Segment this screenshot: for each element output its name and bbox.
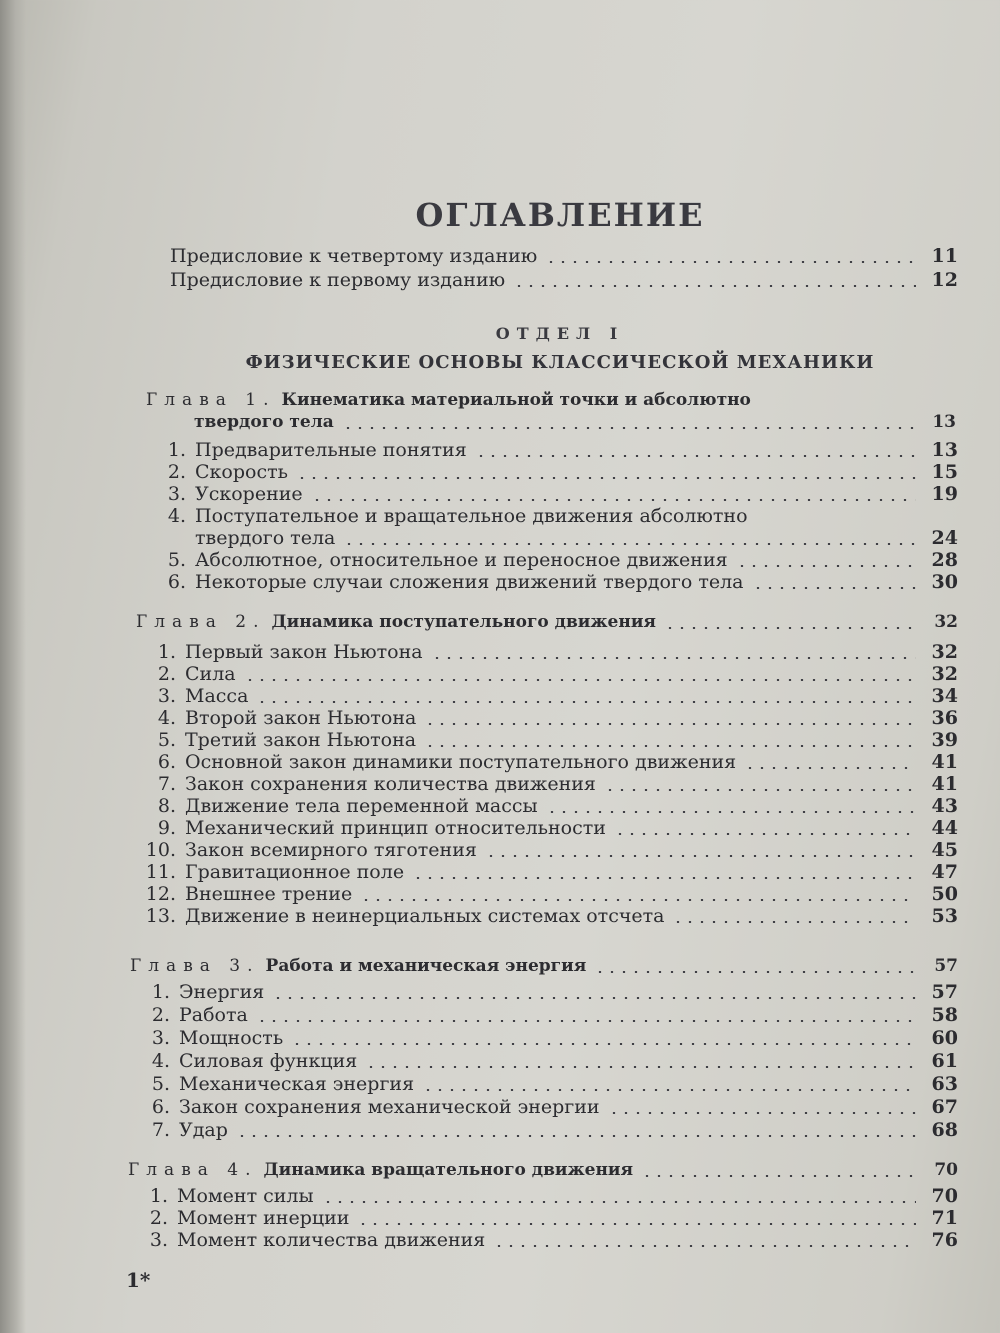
toc-entry-number: 5.: [151, 1073, 170, 1095]
toc-entry-number: 1.: [151, 981, 170, 1003]
toc-entry[interactable]: [140, 686, 958, 706]
dot-leader: [424, 745, 916, 747]
chapter-title: Динамика вращательного движения: [263, 1160, 634, 1180]
dot-leader: [493, 1245, 916, 1247]
toc-page-number: 32: [931, 663, 958, 685]
dot-leader: [431, 657, 916, 659]
toc-entry-text: Поступательное и вращательное движения абсолютно: [195, 505, 748, 527]
toc-entry-preface-4[interactable]: [170, 246, 958, 266]
toc-entry-text: Работа: [179, 1004, 248, 1026]
dot-leader: [360, 899, 916, 901]
dot-leader: [641, 1175, 916, 1177]
toc-entry-text: Закон сохранения механической энергии: [179, 1096, 600, 1118]
toc-entry-number: 4.: [157, 707, 176, 729]
dot-leader: [546, 811, 916, 813]
toc-entry[interactable]: [150, 550, 958, 570]
toc-entry-number: 5.: [167, 549, 186, 571]
toc-entry-text: Удар: [179, 1119, 228, 1141]
toc-page-number: 68: [931, 1119, 958, 1141]
dot-leader: [752, 587, 916, 589]
toc-entry-number: 13.: [145, 905, 176, 927]
chapter-2-heading[interactable]: [136, 612, 958, 632]
dot-leader: [357, 1223, 916, 1225]
toc-page-number: 32: [931, 641, 958, 663]
chapter-3-heading[interactable]: [130, 956, 958, 976]
toc-page-number: 60: [931, 1027, 958, 1049]
toc-page-number: 47: [931, 861, 958, 883]
dot-leader: [424, 723, 916, 725]
dot-leader: [736, 565, 916, 567]
chapter-1-heading[interactable]: [146, 390, 950, 410]
dot-leader: [485, 855, 916, 857]
toc-page-number: 76: [931, 1229, 958, 1251]
toc-entry-text: Масса: [185, 685, 249, 707]
toc-page-number: 32: [934, 612, 958, 632]
toc-entry-text: Силовая функция: [179, 1050, 358, 1072]
dot-leader: [608, 1112, 916, 1114]
toc-entry[interactable]: [134, 982, 958, 1002]
toc-entry[interactable]: [150, 440, 958, 460]
toc-entry[interactable]: [134, 1074, 958, 1094]
signature-mark: 1*: [126, 1268, 151, 1292]
toc-entry-text: Предварительные понятия: [195, 439, 467, 461]
toc-entry[interactable]: [140, 796, 958, 816]
toc-entry-text: Механическая энергия: [179, 1073, 415, 1095]
toc-page-number: 63: [931, 1073, 958, 1095]
toc-entry[interactable]: [150, 572, 958, 592]
chapter-title-cont: твердого тела: [194, 412, 334, 432]
toc-page-number: 13: [931, 439, 958, 461]
toc-entry[interactable]: [140, 818, 958, 838]
toc-entry-text: Момент количества движения: [177, 1229, 486, 1251]
toc-page-number: 15: [931, 461, 958, 483]
toc-entry-number: 3.: [167, 483, 186, 505]
toc-entry-number: 3.: [157, 685, 176, 707]
toc-entry-text: Третий закон Ньютона: [185, 729, 417, 751]
dot-leader: [412, 877, 916, 879]
toc-entry-number: 11.: [145, 861, 176, 883]
toc-entry-text: Ускорение: [195, 483, 303, 505]
dot-leader: [236, 1135, 916, 1137]
toc-entry[interactable]: [132, 1208, 958, 1228]
toc-page-number: 34: [931, 685, 958, 707]
toc-entry-text: Второй закон Ньютона: [185, 707, 417, 729]
toc-entry[interactable]: [140, 708, 958, 728]
toc-entry[interactable]: [140, 730, 958, 750]
toc-entry-text: Гравитационное поле: [185, 861, 405, 883]
toc-page-number: 39: [931, 729, 958, 751]
toc-page-number: 70: [931, 1185, 958, 1207]
dot-leader: [664, 627, 916, 629]
toc-entry[interactable]: [134, 1051, 958, 1071]
toc-page-number: 50: [931, 883, 958, 905]
toc-page-number: 12: [931, 269, 958, 291]
dot-leader: [343, 543, 916, 545]
toc-page-number: 30: [931, 571, 958, 593]
toc-entry[interactable]: [150, 484, 958, 504]
toc-entry-number: 12.: [145, 883, 176, 905]
toc-page-number: 43: [931, 795, 958, 817]
toc-entry-text: Внешнее трение: [185, 883, 353, 905]
toc-entry-text: Движение в неинерциальных системах отсчета: [185, 905, 665, 927]
toc-entry-text: Движение тела переменной массы: [185, 795, 538, 817]
toc-page-number: 58: [931, 1004, 958, 1026]
dot-leader: [256, 1020, 916, 1022]
toc-page-number: 71: [931, 1207, 958, 1229]
toc-entry-text: Механический принцип относительности: [185, 817, 606, 839]
toc-entry-text: Закон всемирного тяготения: [185, 839, 477, 861]
chapter-title: Кинематика материальной точки и абсолютно: [281, 390, 751, 410]
toc-entry[interactable]: [140, 840, 958, 860]
toc-entry-text: Первый закон Ньютона: [185, 641, 423, 663]
toc-entry-number: 8.: [157, 795, 176, 817]
toc-entry-text: Основной закон динамики поступательного движения: [185, 751, 737, 773]
toc-entry-number: 5.: [157, 729, 176, 751]
toc-entry-number: 1.: [157, 641, 176, 663]
toc-page-number: 11: [931, 245, 958, 267]
toc-entry[interactable]: [140, 664, 958, 684]
dot-leader: [311, 499, 916, 501]
dot-leader: [322, 1201, 916, 1203]
section-title: ФИЗИЧЕСКИЕ ОСНОВЫ КЛАССИЧЕСКОЙ МЕХАНИКИ: [245, 352, 875, 373]
toc-entry-text: Скорость: [195, 461, 288, 483]
toc-entry-number: 2.: [151, 1004, 170, 1026]
toc-entry[interactable]: [140, 884, 958, 904]
toc-entry-text: Некоторые случаи сложения движений твердого тела: [195, 571, 744, 593]
dot-leader: [291, 1043, 916, 1045]
chapter-1-heading-line2: [194, 412, 956, 432]
toc-entry-number: 4.: [167, 505, 186, 527]
dot-leader: [244, 679, 916, 681]
toc-entry-number: 2.: [149, 1207, 168, 1229]
toc-entry-number: 1.: [149, 1185, 168, 1207]
dot-leader: [365, 1066, 916, 1068]
toc-entry-text: Закон сохранения количества движения: [185, 773, 596, 795]
dot-leader: [272, 997, 916, 999]
dot-leader: [513, 285, 916, 287]
dot-leader: [342, 427, 914, 429]
toc-entry-text: Момент инерции: [177, 1207, 350, 1229]
toc-entry-number: 6.: [167, 571, 186, 593]
toc-entry-cont: [195, 528, 958, 548]
toc-entry[interactable]: [134, 1097, 958, 1117]
toc-page-number: 41: [931, 773, 958, 795]
toc-entry[interactable]: [140, 906, 958, 926]
toc-entry-number: 3.: [151, 1027, 170, 1049]
chapter-label: Глава 1.: [146, 390, 276, 410]
dot-leader: [422, 1089, 916, 1091]
toc-entry-number: 6.: [151, 1096, 170, 1118]
dot-leader: [672, 921, 916, 923]
chapter-label: Глава 2.: [136, 612, 266, 632]
toc-entry-text: Предисловие к первому изданию: [170, 269, 506, 291]
toc-entry-number: 6.: [157, 751, 176, 773]
toc-entry-text: Момент силы: [177, 1185, 314, 1207]
toc-entry-text: Сила: [185, 663, 236, 685]
chapter-label: Глава 3.: [130, 956, 260, 976]
dot-leader: [475, 455, 916, 457]
toc-entry-number: 4.: [151, 1050, 170, 1072]
toc-page-number: 53: [931, 905, 958, 927]
toc-page-number: 24: [931, 527, 958, 549]
toc-entry-number: 1.: [167, 439, 186, 461]
toc-entry-number: 2.: [167, 461, 186, 483]
toc-entry-number: 7.: [157, 773, 176, 795]
toc-entry[interactable]: [140, 642, 958, 662]
toc-entry-text: Абсолютное, относительное и переносное движения: [195, 549, 728, 571]
dot-leader: [296, 477, 916, 479]
toc-entry-text: Энергия: [179, 981, 265, 1003]
dot-leader: [604, 789, 916, 791]
toc-entry[interactable]: [140, 774, 958, 794]
chapter-label: Глава 4.: [128, 1160, 258, 1180]
toc-entry-preface-1[interactable]: [170, 270, 958, 290]
chapter-title: Динамика поступательного движения: [271, 612, 656, 632]
toc-page-number: 13: [932, 412, 956, 432]
toc-entry-number: 7.: [151, 1119, 170, 1141]
toc-entry[interactable]: [150, 462, 958, 482]
dot-leader: [614, 833, 916, 835]
dot-leader: [545, 261, 916, 263]
toc-entry[interactable]: [132, 1230, 958, 1250]
toc-entry[interactable]: [140, 862, 958, 882]
page-title: ОГЛАВЛЕНИЕ: [415, 196, 705, 234]
dot-leader: [256, 701, 916, 703]
toc-entry-number: 9.: [157, 817, 176, 839]
toc-entry-text-cont: твердого тела: [195, 527, 336, 549]
toc-page-number: 19: [931, 483, 958, 505]
toc-page-number: 41: [931, 751, 958, 773]
dot-leader: [594, 971, 916, 973]
toc-entry[interactable]: [140, 752, 958, 772]
toc-entry[interactable]: [134, 1028, 958, 1048]
toc-entry[interactable]: [134, 1120, 958, 1140]
toc-page-number: 44: [931, 817, 958, 839]
dot-leader: [744, 767, 916, 769]
toc-page-number: 28: [931, 549, 958, 571]
toc-entry-number: 2.: [157, 663, 176, 685]
toc-entry[interactable]: [150, 506, 958, 526]
toc-page-number: 57: [934, 956, 958, 976]
toc-entry[interactable]: [132, 1186, 958, 1206]
chapter-title: Работа и механическая энергия: [265, 956, 587, 976]
section-label: ОТДЕЛ I: [495, 324, 625, 343]
toc-page-number: 57: [931, 981, 958, 1003]
chapter-4-heading[interactable]: [128, 1160, 958, 1180]
toc-entry[interactable]: [134, 1005, 958, 1025]
toc-page-number: 67: [931, 1096, 958, 1118]
toc-page-number: 70: [934, 1160, 958, 1180]
toc-entry-text: Мощность: [179, 1027, 284, 1049]
toc-page-number: 36: [931, 707, 958, 729]
toc-page-number: 61: [931, 1050, 958, 1072]
toc-entry-text: Предисловие к четвертому изданию: [170, 245, 538, 267]
toc-entry-number: 10.: [145, 839, 176, 861]
toc-page-number: 45: [931, 839, 958, 861]
toc-entry-number: 3.: [149, 1229, 168, 1251]
